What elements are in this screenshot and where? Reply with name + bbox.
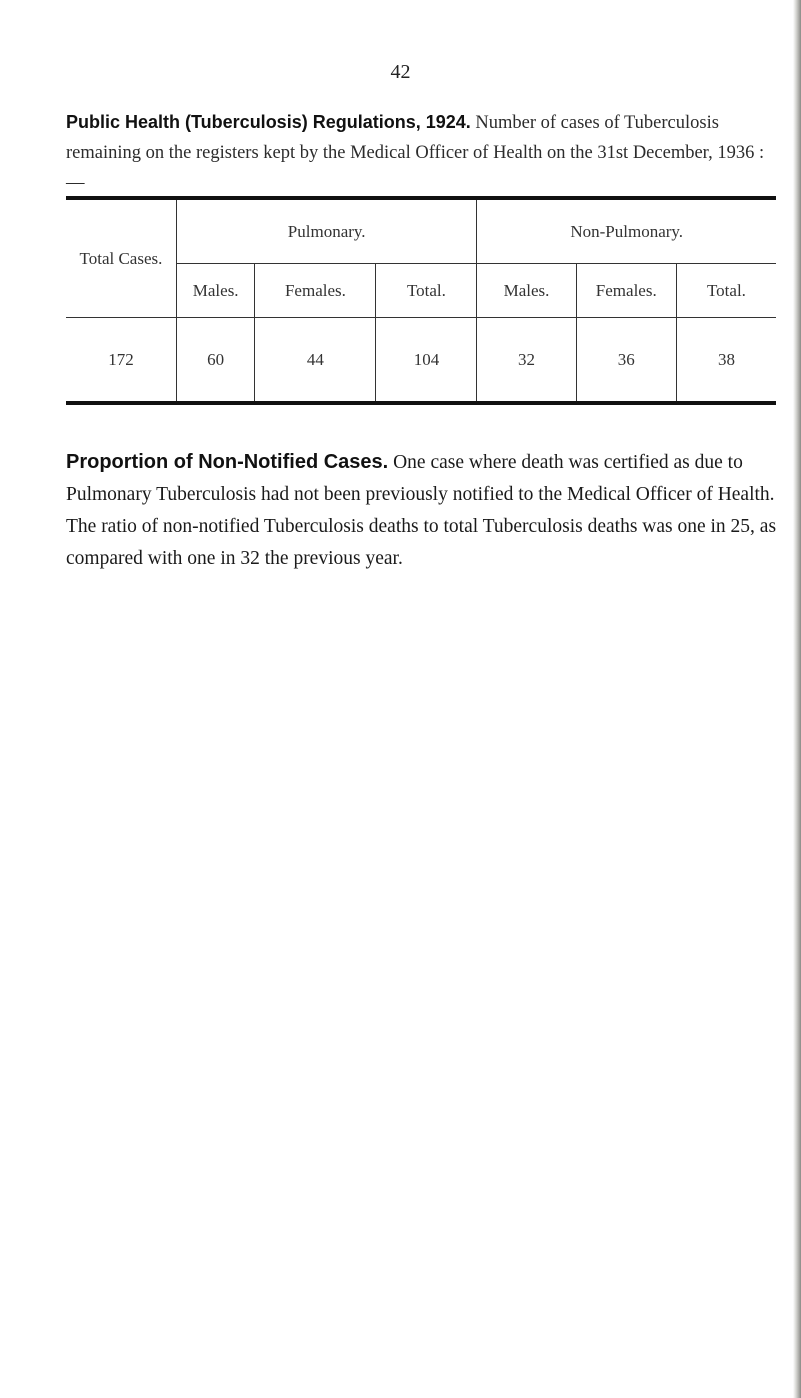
pulmonary-total-value: 104 bbox=[376, 318, 477, 404]
intro-paragraph bbox=[66, 107, 782, 198]
tuberculosis-cases-table bbox=[66, 196, 776, 405]
non-pulmonary-males-header: Males. bbox=[477, 264, 576, 318]
non-pulmonary-females-value: 36 bbox=[576, 318, 676, 404]
non-pulmonary-males-value: 32 bbox=[477, 318, 576, 404]
pulmonary-females-value: 44 bbox=[255, 318, 376, 404]
table-group-header-row bbox=[66, 198, 776, 264]
total-cases-header: Total Cases. bbox=[79, 248, 163, 268]
pulmonary-females-header: Females. bbox=[255, 264, 376, 318]
regulations-heading: Public Health (Tuberculosis) Regulations, 1924. bbox=[66, 112, 471, 132]
pulmonary-total-header: Total. bbox=[376, 264, 477, 318]
pulmonary-males-value: 60 bbox=[176, 318, 254, 404]
pulmonary-males-header: Males. bbox=[176, 264, 254, 318]
page-number: 42 bbox=[390, 61, 411, 83]
page-edge-shadow bbox=[793, 0, 801, 1398]
total-cases-value: 172 bbox=[66, 318, 176, 404]
table-row bbox=[66, 318, 776, 404]
intro-text: Number of cases of Tuberculosis remaining on the registers kept by the Medical Officer of Health on the 31st December, 1936 :— bbox=[66, 113, 765, 193]
proportion-text: One case where death was certified as due to Pulmonary Tuberculosis had not been previously notified to the Medical Officer of Health. The ratio of non-notified Tuberculosis deaths to total Tuberculosis deaths was one in 25, as compared with one in 32 the previous year. bbox=[66, 452, 777, 569]
proportion-paragraph bbox=[66, 446, 786, 575]
proportion-heading: Proportion of Non-Notified Cases. bbox=[66, 451, 389, 473]
pulmonary-header: Pulmonary. bbox=[176, 198, 477, 264]
non-pulmonary-header: Non-Pulmonary. bbox=[477, 198, 776, 264]
non-pulmonary-total-value: 38 bbox=[676, 318, 776, 404]
non-pulmonary-total-header: Total. bbox=[676, 264, 776, 318]
non-pulmonary-females-header: Females. bbox=[576, 264, 676, 318]
